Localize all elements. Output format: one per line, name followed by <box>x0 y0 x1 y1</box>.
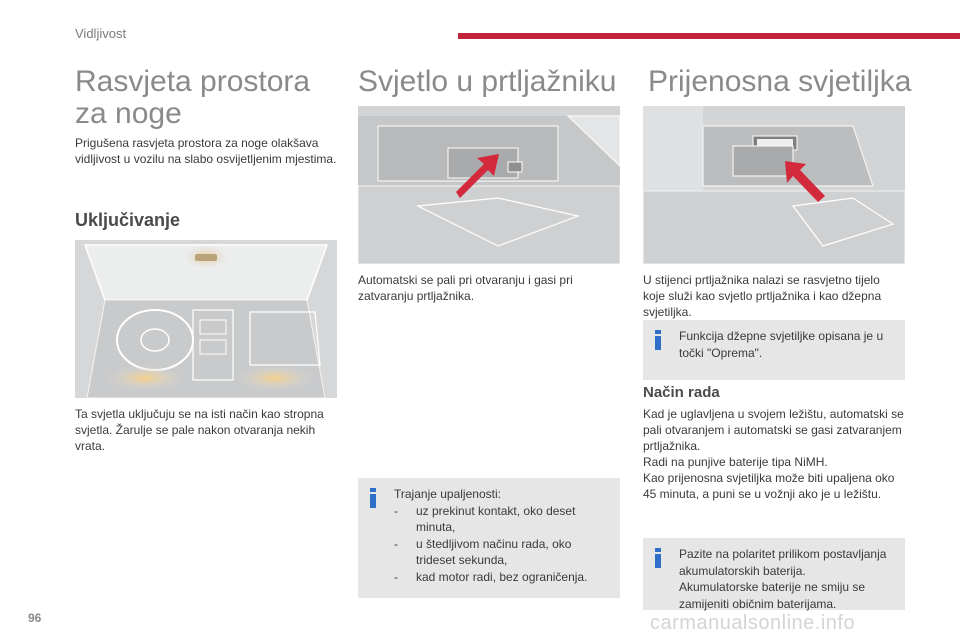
footwell-lighting-illustration <box>75 240 337 398</box>
col2-note-heading: Trajanje upaljenosti: <box>394 487 501 501</box>
col3-mode-line2: Radi na punjive baterije tipa NiMH. <box>643 455 828 469</box>
col1-title-line2: za noge <box>75 97 182 130</box>
col3-note2-text <box>679 546 897 612</box>
col2-info-box <box>358 478 620 598</box>
list-item: - kad motor radi, bez ograničenja. <box>394 569 588 584</box>
section-label: Vidljivost <box>75 26 127 41</box>
page-number: 96 <box>28 611 42 625</box>
col3-subheading: Način rada <box>643 384 720 401</box>
info-icon <box>370 488 376 508</box>
col1-intro: Prigušena rasvjeta prostora za noge olakšava vidljivost u vozilu na slabo osvijetljenim mjestima. <box>75 136 337 166</box>
col3-mode-text <box>643 406 905 502</box>
portable-lamp-illustration <box>643 106 905 264</box>
col3-info-box-2 <box>643 538 905 610</box>
col1-title-line1: Rasvjeta prostora <box>75 65 311 98</box>
trunk-side-drawing <box>643 106 905 264</box>
col1-title <box>75 66 345 130</box>
info-icon <box>655 330 661 350</box>
col3-note2-line2: Akumulatorske baterije ne smiju se zamijeniti običnim baterijama. <box>679 580 866 611</box>
trunk-interior-drawing <box>358 106 620 264</box>
col3-title: Prijenosna svjetiljka <box>648 65 912 98</box>
col3-mode-line3: Kao prijenosna svjetiljka može biti upaljena oko 45 minuta, a puni se u vožnji ako je u ležištu. <box>643 471 895 501</box>
watermark: carmanualsonline.info <box>650 612 856 634</box>
col1-body: Ta svjetla uključuju se na isti način kao stropna svjetla. Žarulje se pale nakon otvaranja nekih vrata. <box>75 407 324 453</box>
col3-info-box-1 <box>643 320 905 380</box>
col3-note1-text: Funkcija džepne svjetiljke opisana je u točki "Oprema". <box>679 329 884 360</box>
col3-mode-line1: Kad je uglavljena u svojem ležištu, automatski se pali otvaranjem i automatski se gasi zatvaranjem prtljažnika. <box>643 407 904 453</box>
col2-note-text <box>394 486 612 585</box>
col2-title: Svjetlo u prtljažniku <box>358 65 617 98</box>
header-accent-rule <box>458 33 960 39</box>
col2-body: Automatski se pali pri otvaranju i gasi pri zatvaranju prtljažnika. <box>358 273 573 303</box>
car-interior-drawing <box>75 240 337 398</box>
col3-note2-line1: Pazite na polaritet prilikom postavljanja akumulatorskih baterija. <box>679 547 887 578</box>
col1-subheading: Uključivanje <box>75 210 181 230</box>
col3-body: U stijenci prtljažnika nalazi se rasvjetno tijelo koje služi kao svjetlo prtljažnika i kao džepna svjetiljka. <box>643 273 882 319</box>
list-item: - uz prekinut kontakt, oko deset minuta, <box>394 503 576 534</box>
trunk-light-illustration <box>358 106 620 264</box>
list-item: - u štedljivom načinu rada, oko trideset sekunda, <box>394 536 572 567</box>
info-icon <box>655 548 661 568</box>
